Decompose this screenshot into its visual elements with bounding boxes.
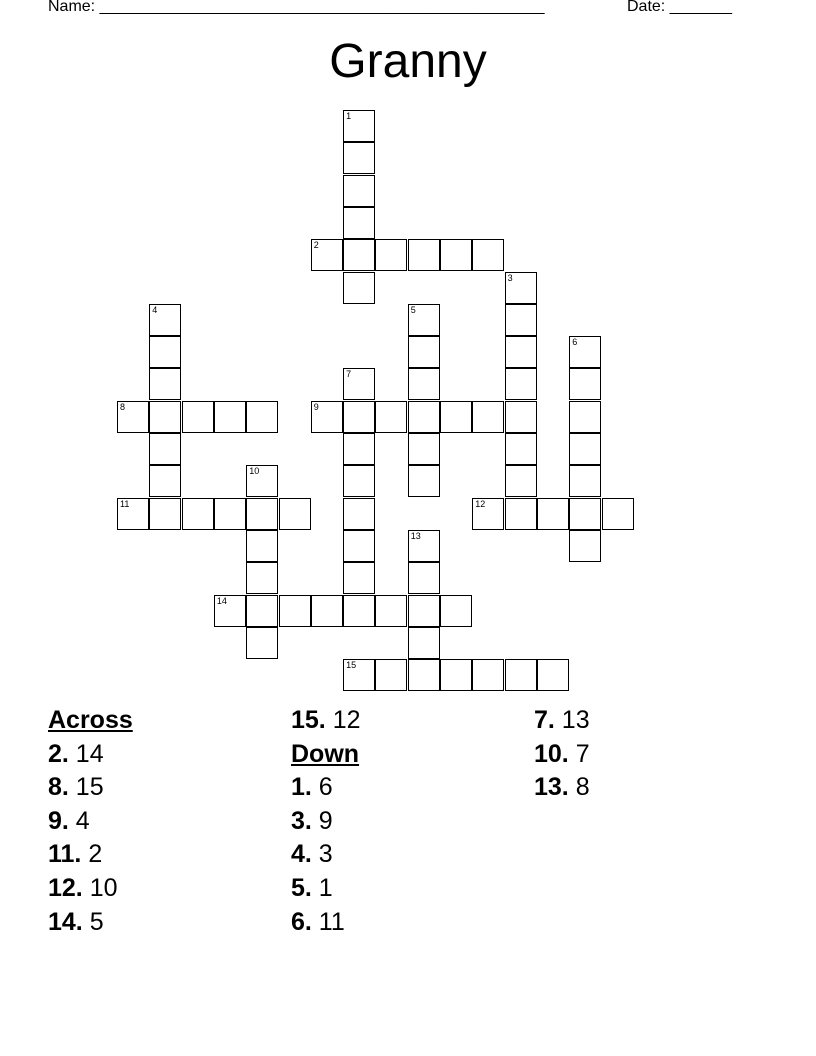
grid-cell[interactable] [408, 627, 440, 659]
grid-cell[interactable] [505, 433, 537, 465]
grid-cell[interactable] [408, 465, 440, 497]
clue-label: 11. [48, 840, 82, 869]
down-clue [291, 838, 361, 872]
grid-cell[interactable] [246, 465, 278, 497]
grid-cell[interactable] [408, 530, 440, 562]
grid-cell[interactable] [375, 239, 407, 271]
grid-cell[interactable] [569, 498, 601, 530]
grid-cell[interactable] [343, 498, 375, 530]
grid-cell[interactable] [246, 530, 278, 562]
grid-cell[interactable] [408, 401, 440, 433]
clue-number: 7 [346, 369, 352, 380]
grid-cell[interactable] [472, 498, 504, 530]
grid-cell[interactable] [246, 595, 278, 627]
grid-cell[interactable] [149, 401, 181, 433]
grid-cell[interactable] [343, 530, 375, 562]
clue-text: 8 [568, 773, 590, 802]
grid-cell[interactable] [343, 595, 375, 627]
grid-cell[interactable] [149, 336, 181, 368]
grid-cell[interactable] [149, 433, 181, 465]
clue-label: 1. [291, 773, 312, 802]
across-clue [48, 771, 133, 805]
clue-number: 4 [152, 304, 158, 315]
clue-text: 9 [311, 806, 333, 835]
clue-label: 8. [48, 773, 69, 802]
grid-cell[interactable] [343, 207, 375, 239]
clue-label: 14. [48, 907, 83, 936]
down-clue [534, 704, 590, 738]
grid-cell[interactable] [505, 659, 537, 691]
clue-label: 13. [534, 773, 569, 802]
grid-cell[interactable] [311, 239, 343, 271]
grid-cell[interactable] [343, 562, 375, 594]
grid-cell[interactable] [214, 595, 246, 627]
grid-cell[interactable] [343, 110, 375, 142]
grid-cell[interactable] [343, 368, 375, 400]
grid-cell[interactable] [408, 433, 440, 465]
date-label: Date: [627, 0, 666, 15]
grid-cell[interactable] [505, 368, 537, 400]
clue-text: 6 [311, 773, 333, 802]
clue-text: 5 [82, 907, 104, 936]
puzzle-title: Granny [329, 35, 487, 88]
grid-cell[interactable] [440, 239, 472, 271]
grid-cell[interactable] [311, 595, 343, 627]
grid-cell[interactable] [602, 498, 634, 530]
grid-cell[interactable] [569, 530, 601, 562]
clue-number: 1 [346, 111, 352, 121]
grid-cell[interactable] [440, 595, 472, 627]
grid-cell[interactable] [343, 239, 375, 271]
clue-column-3 [534, 704, 590, 805]
grid-cell[interactable] [246, 627, 278, 659]
name-blank[interactable]: __________________________________________________ [99, 0, 545, 15]
grid-cell[interactable] [182, 498, 214, 530]
grid-cell[interactable] [375, 595, 407, 627]
clue-number: 6 [572, 337, 578, 348]
grid-cell[interactable] [343, 175, 375, 207]
grid-cell[interactable] [117, 498, 149, 530]
clue-text: 3 [311, 840, 333, 869]
name-label: Name: [48, 0, 96, 15]
grid-cell[interactable] [505, 498, 537, 530]
clue-label: 4. [291, 840, 312, 869]
down-clue [534, 738, 590, 772]
grid-cell[interactable] [182, 401, 214, 433]
clue-text: 10 [82, 873, 118, 902]
across-clue [48, 872, 133, 906]
grid-cell[interactable] [246, 498, 278, 530]
grid-cell[interactable] [149, 465, 181, 497]
grid-cell[interactable] [117, 401, 149, 433]
across-clue [48, 805, 133, 839]
clue-number: 11 [120, 498, 130, 509]
clue-text: 2 [81, 840, 103, 869]
grid-cell[interactable] [214, 498, 246, 530]
down-clue [291, 906, 361, 940]
grid-cell[interactable] [537, 659, 569, 691]
grid-cell[interactable] [569, 368, 601, 400]
grid-cell[interactable] [246, 562, 278, 594]
clue-number: 10 [249, 466, 260, 477]
grid-cell[interactable] [440, 401, 472, 433]
grid-cell[interactable] [343, 659, 375, 691]
grid-cell[interactable] [408, 659, 440, 691]
grid-cell[interactable] [149, 304, 181, 336]
grid-cell[interactable] [569, 465, 601, 497]
grid-cell[interactable] [279, 595, 311, 627]
down-clue [534, 771, 590, 805]
grid-cell[interactable] [505, 336, 537, 368]
grid-cell[interactable] [343, 142, 375, 174]
clue-text: 11 [311, 907, 345, 936]
clue-label: 3. [291, 806, 312, 835]
clue-text: 1 [311, 873, 333, 902]
clue-number: 15 [346, 660, 357, 671]
clue-text: 7 [568, 739, 590, 768]
clue-column-2 [291, 704, 361, 939]
clue-number: 2 [313, 240, 319, 251]
grid-cell[interactable] [279, 498, 311, 530]
grid-cell[interactable] [505, 401, 537, 433]
date-blank[interactable]: _______ [669, 0, 732, 15]
grid-cell[interactable] [408, 595, 440, 627]
across-heading: Across [48, 706, 133, 734]
grid-cell[interactable] [408, 368, 440, 400]
clue-number: 12 [475, 498, 486, 509]
clue-number: 9 [313, 401, 319, 412]
grid-cell[interactable] [343, 465, 375, 497]
grid-cell[interactable] [343, 433, 375, 465]
down-clue [291, 872, 361, 906]
clue-number: 5 [410, 304, 416, 315]
grid-cell[interactable] [505, 272, 537, 304]
clue-text: 14 [68, 739, 104, 768]
down-clue [291, 805, 361, 839]
across-clue [48, 838, 133, 872]
clue-label: 6. [291, 907, 312, 936]
clue-label: 7. [534, 706, 555, 734]
grid-cell[interactable] [149, 498, 181, 530]
clue-label: 12. [48, 873, 83, 902]
clue-label: 10. [534, 739, 569, 768]
grid-cell[interactable] [472, 659, 504, 691]
down-heading: Down [291, 739, 360, 768]
across-clue [48, 906, 133, 940]
grid-cell[interactable] [408, 239, 440, 271]
clue-label: 15. [291, 706, 326, 734]
clue-number: 8 [120, 401, 126, 412]
across-clue [291, 704, 361, 738]
grid-cell[interactable] [569, 433, 601, 465]
grid-cell[interactable] [569, 336, 601, 368]
grid-cell[interactable] [311, 401, 343, 433]
grid-cell[interactable] [149, 368, 181, 400]
clue-text: 4 [68, 806, 90, 835]
clue-number: 13 [410, 530, 421, 541]
clue-label: 5. [291, 873, 312, 902]
across-clue [48, 738, 133, 772]
grid-cell[interactable] [375, 659, 407, 691]
grid-cell[interactable] [537, 498, 569, 530]
grid-cell[interactable] [408, 562, 440, 594]
grid-cell[interactable] [214, 401, 246, 433]
grid-cell[interactable] [246, 401, 278, 433]
grid-cell[interactable] [569, 401, 601, 433]
grid-cell[interactable] [375, 401, 407, 433]
clue-text: 12 [325, 706, 361, 734]
clue-label: 2. [48, 739, 69, 768]
clue-number: 3 [507, 272, 513, 283]
clue-number: 14 [216, 595, 227, 606]
grid-cell[interactable] [505, 465, 537, 497]
grid-cell[interactable] [440, 659, 472, 691]
grid-cell[interactable] [343, 272, 375, 304]
clue-text: 15 [68, 773, 104, 802]
clue-column-1 [48, 704, 133, 939]
grid-cell[interactable] [472, 239, 504, 271]
grid-cell[interactable] [408, 304, 440, 336]
down-clue [291, 771, 361, 805]
grid-cell[interactable] [408, 336, 440, 368]
grid-cell[interactable] [343, 401, 375, 433]
clue-text: 13 [554, 706, 590, 734]
grid-cell[interactable] [505, 304, 537, 336]
grid-cell[interactable] [472, 401, 504, 433]
clue-label: 9. [48, 806, 69, 835]
